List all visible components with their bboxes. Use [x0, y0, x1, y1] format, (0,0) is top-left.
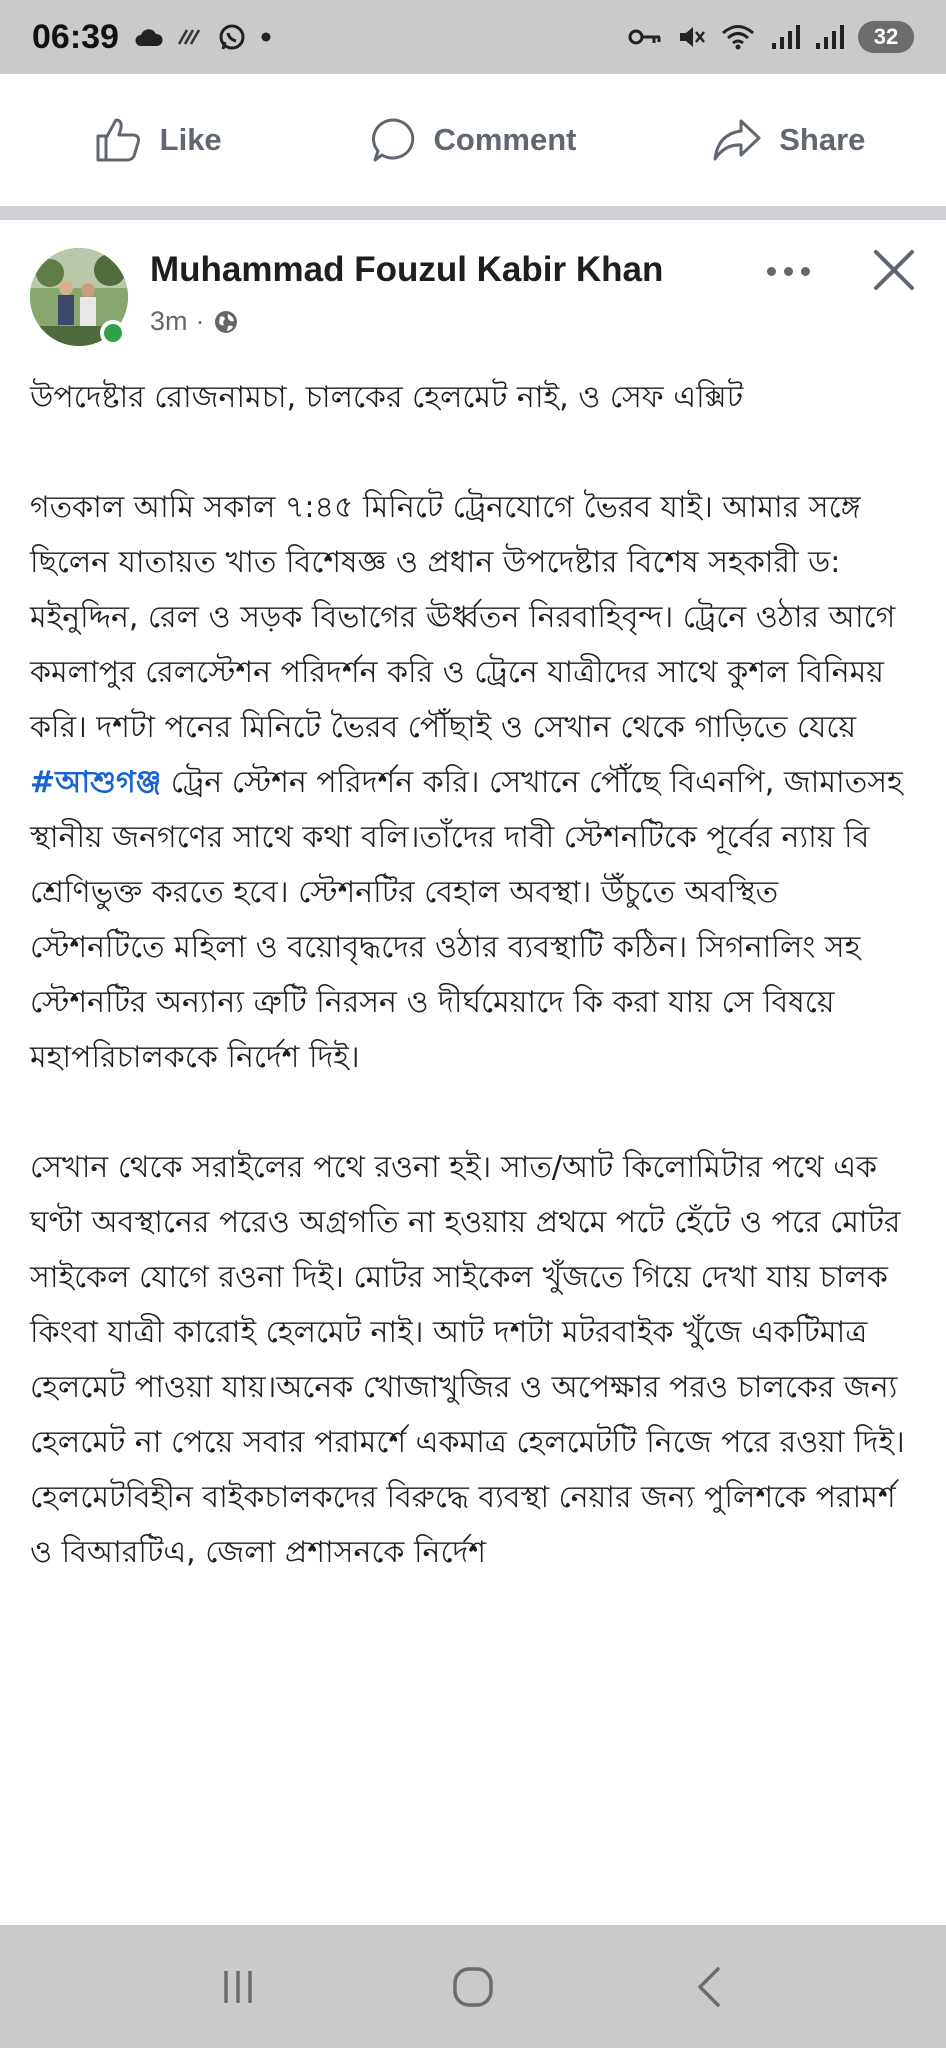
- battery-level: 32: [858, 21, 914, 53]
- key-icon: [628, 26, 662, 48]
- status-time: 06:39: [32, 17, 119, 56]
- wifi-icon: [720, 22, 756, 52]
- data-icon: [175, 26, 205, 48]
- recent-apps-icon: [218, 1967, 258, 2007]
- share-icon: [711, 117, 763, 163]
- system-nav-bar: [0, 1925, 946, 2048]
- back-button[interactable]: [648, 1937, 768, 2037]
- comment-button[interactable]: [315, 116, 630, 164]
- close-icon[interactable]: [872, 248, 916, 292]
- share-button[interactable]: [631, 117, 946, 163]
- online-status-dot: [100, 320, 126, 346]
- home-icon: [450, 1964, 496, 2010]
- post-paragraph: [30, 480, 918, 1085]
- more-dot-icon: [801, 267, 810, 276]
- status-bar: [0, 0, 946, 74]
- cloud-icon: [133, 26, 163, 48]
- post-text: [30, 370, 918, 1580]
- signal-icon: [814, 23, 844, 51]
- home-button[interactable]: [413, 1937, 533, 2037]
- post-card: [0, 220, 946, 1925]
- post-meta: [150, 306, 239, 337]
- dot-icon: [259, 30, 273, 44]
- author-name[interactable]: Muhammad Fouzul Kabir Khan: [150, 250, 664, 289]
- hashtag-link[interactable]: #আশুগঞ্জ: [30, 765, 162, 800]
- whatsapp-icon: [217, 22, 247, 52]
- recent-apps-button[interactable]: [178, 1937, 298, 2037]
- more-dot-icon: [767, 267, 776, 276]
- comment-icon: [370, 116, 418, 164]
- post-paragraph: সেখান থেকে সরাইলের পথে রওনা হই। সাত/আট কিলোমিটার পথে এক ঘণ্টা অবস্থানের পরেও অগ্রগতি না হওয়ায় প্রথমে পটে হেঁটে ও পরে মোটর সাইকেল যোগে রওনা দিই। মোটর সাইকেল খুঁজতে গিয়ে দেখা যায় চালক কিংবা যাত্রী কারোই হেলমেট নাই। আট দশটা মটরবাইক খুঁজে একটিমাত্র হেলমেট পাওয়া যায়।অনেক খোজাখুজির ও অপেক্ষার পরও চালকের জন্য হেলমেট না পেয়ে সবার পরামর্শে একমাত্র হেলমেটটি নিজে পরে রওয়া দিই। হেলমেটবিহীন বাইকচালকদের বিরুদ্ধে ব্যবস্থা নেয়ার জন্য পুলিশকে পরামর্শ ও বিআরটিএ, জেলা প্রশাসনকে নির্দেশ: [30, 1150, 905, 1570]
- post-text-segment: ট্রেন স্টেশন পরিদর্শন করি। সেখানে পৌঁছে বিএনপি, জামাতসহ স্থানীয় জনগণের সাথে কথা বলি।তাঁদের দাবী স্টেশনটিকে পূর্বের ন্যায় বি শ্রেণিভুক্ত করতে হবে। স্টেশনটির বেহাল অবস্থা। উঁচুতে অবস্থিত স্টেশনটিতে মহিলা ও বয়োবৃদ্ধদের ওঠার ব্যবস্থাটি কঠিন। সিগনালিং সহ স্টেশনটির অন্যান্য ত্রুটি নিরসন ও দীর্ঘমেয়াদে কি করা যায় সে বিষয়ে মহাপরিচালককে নির্দেশ দিই।: [30, 765, 903, 1075]
- comment-label: Comment: [433, 122, 577, 157]
- post-text-segment: গতকাল আমি সকাল ৭:৪৫ মিনিটে ট্রেনযোগে ভৈরব যাই। আমার সঙ্গে ছিলেন যাতায়ত খাত বিশেষজ্ঞ ও প্রধান উপদেষ্টার বিশেষ সহকারী ড: মইনুদ্দিন, রেল ও সড়ক বিভাগের ঊর্ধ্বতন নিরবাহিবৃন্দ। ট্রেনে ওঠার আগে কমলাপুর রেলস্টেশন পরিদর্শন করি ও ট্রেনে যাত্রীদের সাথে কুশল বিনিময় করি। দশটা পনের মিনিটে ভৈরব পৌঁছাই ও সেখান থেকে গাড়িতে যেয়ে: [30, 490, 896, 745]
- feed-divider: [0, 206, 946, 220]
- post-paragraph-title: উপদেষ্টার রোজনামচা, চালকের হেলমেট নাই, ও সেফ এক্সিট: [30, 380, 744, 415]
- more-dot-icon: [784, 267, 793, 276]
- like-label: Like: [159, 122, 222, 157]
- post-time[interactable]: 3m: [150, 306, 188, 336]
- back-icon: [690, 1964, 726, 2010]
- more-options-button[interactable]: [760, 256, 816, 286]
- post-action-bar: [0, 74, 946, 206]
- like-icon: [94, 116, 144, 164]
- post-header: [0, 220, 946, 360]
- mute-icon: [676, 22, 706, 52]
- signal-icon: [770, 23, 800, 51]
- meta-separator: ·: [195, 306, 205, 336]
- globe-icon: [213, 309, 239, 335]
- share-label: Share: [779, 122, 866, 157]
- like-button[interactable]: [0, 116, 315, 164]
